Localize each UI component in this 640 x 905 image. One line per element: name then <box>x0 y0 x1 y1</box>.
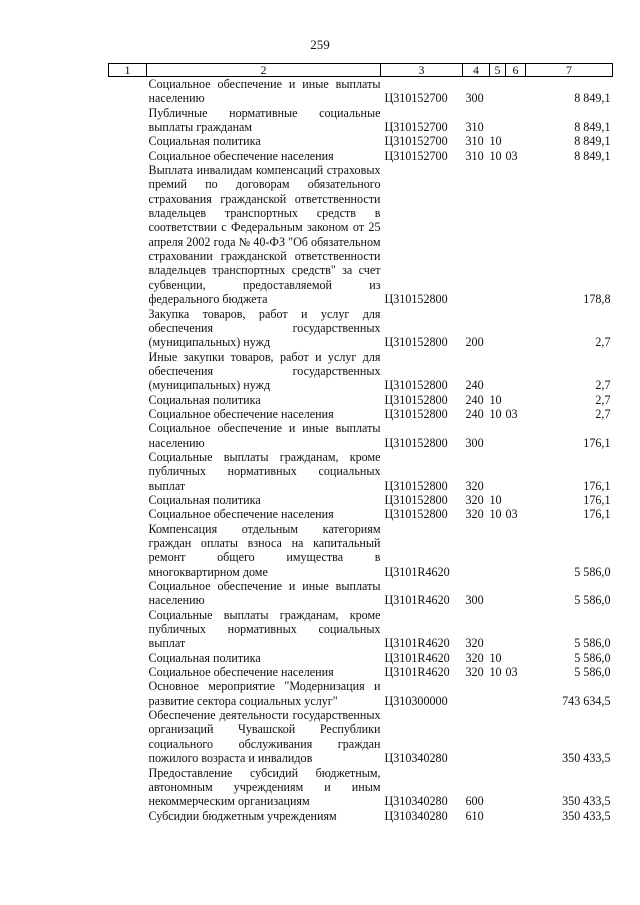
row-vr: 300 <box>465 91 484 106</box>
table-row <box>109 134 613 148</box>
row-name: Социальная политика <box>148 134 261 149</box>
row-sum: 5 586,0 <box>574 636 611 651</box>
header-col-7: 7 <box>526 64 613 77</box>
row-pr: 03 <box>505 665 518 680</box>
table-row <box>109 608 613 651</box>
row-vr: 320 <box>465 650 484 665</box>
row-pr <box>506 493 526 507</box>
row-name-cell <box>109 651 381 665</box>
row-pr <box>506 579 526 608</box>
row-name-cell <box>109 665 381 679</box>
row-rz: 10 <box>489 665 502 680</box>
row-vr: 610 <box>465 808 484 823</box>
table-row <box>109 407 613 421</box>
table-body <box>109 77 613 823</box>
row-pr <box>506 809 526 823</box>
row-vr <box>463 708 490 765</box>
row-name: Социальное обеспечение и иные выплаты населению <box>148 579 381 608</box>
table-row <box>109 507 613 521</box>
table-row <box>109 421 613 450</box>
row-sum: 8 849,1 <box>574 91 611 106</box>
row-name: Социальное обеспечение населения <box>148 406 334 421</box>
row-vr: 310 <box>465 120 484 135</box>
row-sum: 8 849,1 <box>574 148 611 163</box>
row-sum: 2,7 <box>595 378 611 393</box>
row-name-cell <box>109 493 381 507</box>
row-pr <box>506 134 526 148</box>
row-pr <box>506 651 526 665</box>
row-pr: 03 <box>505 507 518 522</box>
row-rz <box>490 809 506 823</box>
row-name: Компенсация отдельным категориям граждан оплаты взноса на капитальный ремонт общего имущества в многоквартирном доме <box>148 521 381 579</box>
row-rz <box>490 307 506 350</box>
row-code: Ц310340280 <box>384 751 448 766</box>
row-rz <box>490 450 506 493</box>
row-name-cell <box>109 421 381 450</box>
row-code: Ц310152800 <box>384 292 448 307</box>
row-vr: 200 <box>465 335 484 350</box>
row-name-cell <box>109 149 381 163</box>
row-sum: 176,1 <box>583 435 611 450</box>
row-code: Ц310152700 <box>384 134 448 149</box>
row-pr <box>506 77 526 106</box>
row-code: Ц3101R4620 <box>384 665 450 680</box>
row-sum: 350 433,5 <box>562 751 611 766</box>
row-pr: 03 <box>505 148 518 163</box>
row-rz: 10 <box>489 392 502 407</box>
row-name: Социальная политика <box>148 650 261 665</box>
row-vr <box>463 679 490 708</box>
row-vr: 240 <box>465 392 484 407</box>
table-row <box>109 393 613 407</box>
table-row <box>109 679 613 708</box>
row-sum: 5 586,0 <box>574 593 611 608</box>
row-name-cell <box>109 708 381 765</box>
row-vr: 600 <box>465 794 484 809</box>
row-name-cell <box>109 350 381 393</box>
row-pr <box>506 450 526 493</box>
row-sum: 350 433,5 <box>562 808 611 823</box>
row-code: Ц310152800 <box>384 492 448 507</box>
row-code: Ц310152800 <box>384 378 448 393</box>
table-row <box>109 665 613 679</box>
row-rz: 10 <box>489 148 502 163</box>
row-pr <box>506 522 526 579</box>
table-row <box>109 809 613 823</box>
row-name: Социальное обеспечение населения <box>148 507 334 522</box>
row-name-cell <box>109 407 381 421</box>
row-sum: 350 433,5 <box>562 794 611 809</box>
row-code: Ц3101R4620 <box>384 593 450 608</box>
row-vr: 320 <box>465 492 484 507</box>
row-sum: 176,1 <box>583 492 611 507</box>
row-name: Основное мероприятие "Модернизация и развитие сектора социальных услуг" <box>148 679 381 708</box>
row-pr <box>506 307 526 350</box>
row-vr: 320 <box>465 636 484 651</box>
row-code: Ц3101R4620 <box>384 636 450 651</box>
table-row <box>109 350 613 393</box>
row-name: Выплата инвалидам компенсаций страховых премий по договорам обязательного страхования гражданской ответственности владельцев транспортных средств в соответствии с Федеральным законом от 25 апреля 2002 года № 40-ФЗ "Об обязательном страховании гражданской ответственности владельцев транспортных средств" за счет субвенции, предоставляемой из федерального бюджета <box>148 163 381 307</box>
row-sum: 2,7 <box>595 392 611 407</box>
table-row <box>109 579 613 608</box>
table-row <box>109 149 613 163</box>
row-sum: 5 586,0 <box>574 665 611 680</box>
row-vr: 320 <box>465 507 484 522</box>
row-code: Ц310152700 <box>384 91 448 106</box>
row-vr: 300 <box>465 435 484 450</box>
row-code: Ц310340280 <box>384 808 448 823</box>
row-name-cell <box>109 679 381 708</box>
row-sum: 5 586,0 <box>574 564 611 579</box>
row-code: Ц310340280 <box>384 794 448 809</box>
row-name-cell <box>109 450 381 493</box>
row-name: Социальная политика <box>148 392 261 407</box>
row-rz <box>490 679 506 708</box>
row-name: Обеспечение деятельности государственных организаций Чувашской Республики социального обслуживания граждан пожилого возраста и инвалидов <box>148 708 381 766</box>
row-sum: 8 849,1 <box>574 120 611 135</box>
row-pr <box>506 421 526 450</box>
row-vr: 320 <box>465 665 484 680</box>
row-sum: 178,8 <box>583 292 611 307</box>
row-code: Ц310300000 <box>384 693 448 708</box>
row-vr: 240 <box>465 378 484 393</box>
row-name: Социальное обеспечение населения <box>148 665 334 680</box>
row-name: Субсидии бюджетным учреждениям <box>148 808 337 823</box>
row-rz <box>490 421 506 450</box>
row-vr <box>463 163 490 306</box>
row-name: Социальное обеспечение населения <box>148 148 334 163</box>
row-code: Ц310152800 <box>384 335 448 350</box>
row-rz <box>490 708 506 765</box>
row-name-cell <box>109 393 381 407</box>
row-pr <box>506 766 526 809</box>
row-code: Ц310152800 <box>384 392 448 407</box>
row-code: Ц3101R4620 <box>384 650 450 665</box>
row-code: Ц310152800 <box>384 478 448 493</box>
row-name-cell <box>109 307 381 350</box>
row-code: Ц310152800 <box>384 507 448 522</box>
table-row <box>109 307 613 350</box>
row-code: Ц310152700 <box>384 148 448 163</box>
row-code: Ц3101R4620 <box>384 564 450 579</box>
row-code: Ц310152800 <box>384 435 448 450</box>
row-name-cell <box>109 106 381 135</box>
row-code: Ц310152700 <box>384 120 448 135</box>
row-pr <box>506 679 526 708</box>
row-rz: 10 <box>489 650 502 665</box>
row-sum: 176,1 <box>583 478 611 493</box>
row-rz <box>490 579 506 608</box>
row-sum: 2,7 <box>595 335 611 350</box>
row-rz: 10 <box>489 507 502 522</box>
row-name-cell <box>109 579 381 608</box>
row-vr: 310 <box>465 134 484 149</box>
row-pr <box>506 708 526 765</box>
row-sum: 743 634,5 <box>562 693 611 708</box>
row-name: Социальные выплаты гражданам, кроме публичных нормативных социальных выплат <box>148 607 381 651</box>
table-row <box>109 106 613 135</box>
row-vr <box>463 522 490 579</box>
row-rz <box>490 106 506 135</box>
row-vr: 240 <box>465 406 484 421</box>
row-code: Ц310152800 <box>384 406 448 421</box>
row-name-cell <box>109 522 381 579</box>
row-rz: 10 <box>489 406 502 421</box>
table-row <box>109 708 613 765</box>
row-pr <box>506 163 526 306</box>
row-name: Социальные выплаты гражданам, кроме публичных нормативных социальных выплат <box>148 449 381 493</box>
table-row <box>109 522 613 579</box>
row-name: Социальное обеспечение и иные выплаты населению <box>148 77 381 106</box>
row-pr <box>506 106 526 135</box>
row-name-cell <box>109 163 381 306</box>
row-pr: 03 <box>505 406 518 421</box>
header-col-2: 2 <box>147 64 381 77</box>
row-name: Иные закупки товаров, работ и услуг для обеспечения государственных (муниципальных) нужд <box>148 349 381 393</box>
row-rz <box>490 350 506 393</box>
row-vr: 300 <box>465 593 484 608</box>
row-name: Публичные нормативные социальные выплаты гражданам <box>148 105 381 135</box>
row-rz: 10 <box>489 134 502 149</box>
table-row <box>109 77 613 106</box>
row-rz <box>490 608 506 651</box>
header-col-4: 4 <box>463 64 490 77</box>
row-vr: 320 <box>465 478 484 493</box>
row-name-cell <box>109 809 381 823</box>
row-rz <box>490 77 506 106</box>
table-row <box>109 450 613 493</box>
header-col-6: 6 <box>506 64 526 77</box>
row-name: Социальная политика <box>148 492 261 507</box>
row-sum: 176,1 <box>583 507 611 522</box>
row-name: Закупка товаров, работ и услуг для обеспечения государственных (муниципальных) нужд <box>148 306 381 350</box>
row-pr <box>506 393 526 407</box>
budget-table <box>108 63 613 823</box>
row-vr: 310 <box>465 148 484 163</box>
row-pr <box>506 350 526 393</box>
row-name: Социальное обеспечение и иные выплаты населению <box>148 421 381 450</box>
row-sum: 2,7 <box>595 406 611 421</box>
row-pr <box>506 608 526 651</box>
row-name-cell <box>109 77 381 106</box>
table-row <box>109 766 613 809</box>
row-name-cell <box>109 134 381 148</box>
row-rz: 10 <box>489 492 502 507</box>
header-col-1: 1 <box>109 64 147 77</box>
row-sum: 8 849,1 <box>574 134 611 149</box>
header-col-3: 3 <box>381 64 463 77</box>
table-row <box>109 651 613 665</box>
row-sum: 5 586,0 <box>574 650 611 665</box>
table-row <box>109 163 613 306</box>
row-name: Предоставление субсидий бюджетным, автономным учреждениям и иным некоммерческим организациям <box>148 765 381 809</box>
row-rz <box>490 522 506 579</box>
row-rz <box>490 766 506 809</box>
table-header-row <box>109 64 613 77</box>
row-rz <box>490 163 506 306</box>
page-number: 259 <box>310 37 330 52</box>
header-col-5: 5 <box>490 64 506 77</box>
row-name-cell <box>109 608 381 651</box>
table-row <box>109 493 613 507</box>
row-name-cell <box>109 507 381 521</box>
row-name-cell <box>109 766 381 809</box>
